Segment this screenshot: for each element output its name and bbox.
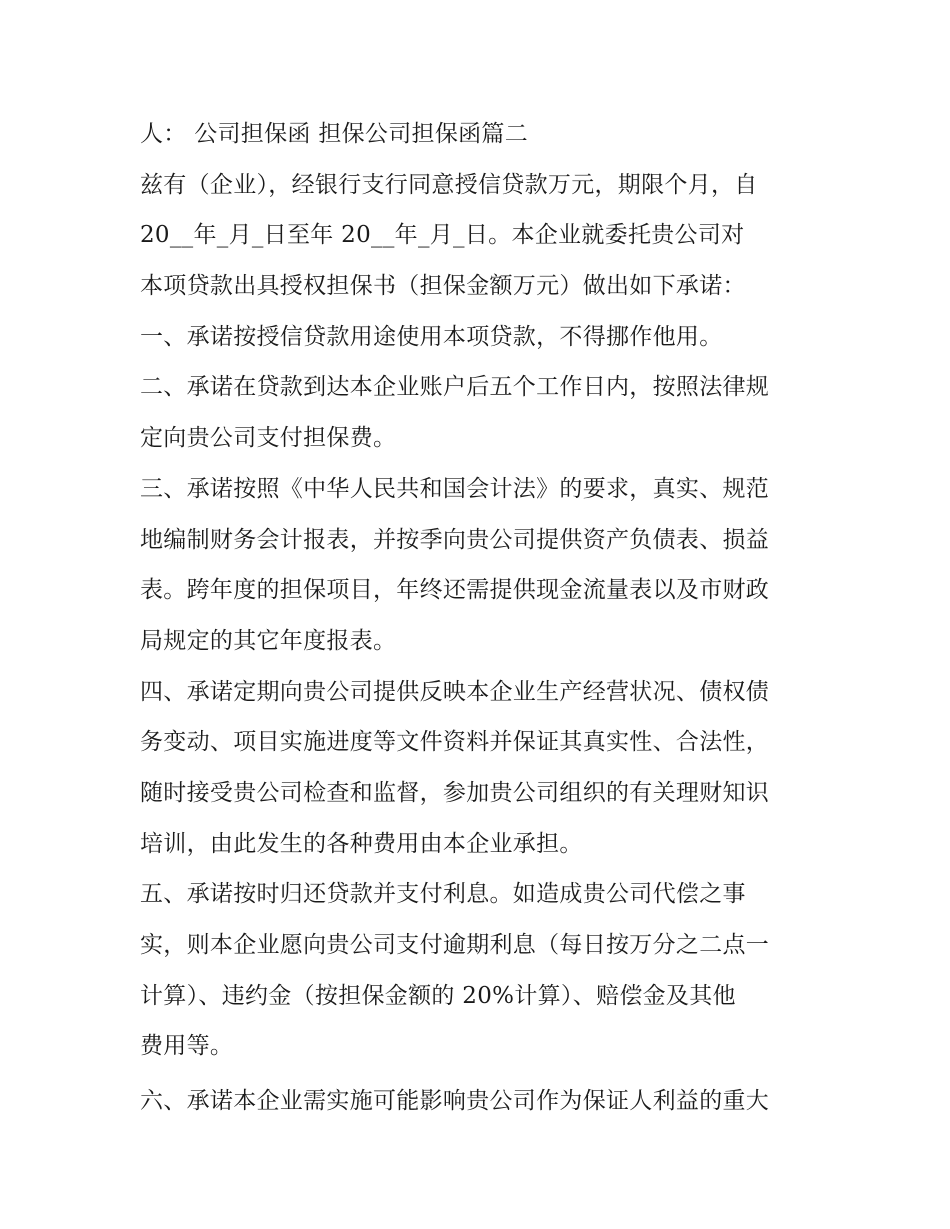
document-line: 一、承诺按授信贷款用途使用本项贷款，不得挪作他用。	[140, 323, 723, 350]
document-line: 局规定的其它年度报表。	[140, 627, 397, 654]
document-line: 务变动、项目实施进度等文件资料并保证其真实性、合法性，	[140, 729, 770, 756]
document-body	[140, 109, 820, 1127]
document-line: 五、承诺按时归还贷款并支付利息。如造成贵公司代偿之事	[140, 881, 746, 908]
document-line: 兹有（企业），经银行支行同意授信贷款万元，期限个月，自	[140, 171, 758, 198]
document-line: 培训，由此发生的各种费用由本企业承担。	[140, 830, 583, 857]
document-line: 费用等。	[140, 1033, 234, 1060]
document-line: 定向贵公司支付担保费。	[140, 425, 397, 452]
document-line: 表。跨年度的担保项目，年终还需提供现金流量表以及市财政	[140, 577, 770, 604]
document-line: 三、承诺按照《中华人民共和国会计法》的要求，真实、规范	[140, 475, 770, 502]
document-line: 实，则本企业愿向贵公司支付逾期利息（每日按万分之二点一	[140, 932, 770, 958]
document-line: 随时接受贵公司检查和监督，参加贵公司组织的有关理财知识	[140, 779, 770, 806]
document-line: 20__年_月_日至年 20__年_月_日。本企业就委托贵公司对	[140, 222, 745, 249]
document-line: 四、承诺定期向贵公司提供反映本企业生产经营状况、债权债	[140, 678, 770, 705]
document-line-title: 人： 公司担保函 担保公司担保函篇二	[140, 121, 529, 147]
document-line: 二、承诺在贷款到达本企业账户后五个工作日内，按照法律规	[140, 374, 770, 401]
document-line: 六、承诺本企业需实施可能影响贵公司作为保证人利益的重大	[140, 1088, 770, 1115]
document-line: 本项贷款出具授权担保书（担保金额万元）做出如下承诺：	[140, 273, 746, 300]
document-line: 地编制财务会计报表，并按季向贵公司提供资产负债表、损益	[140, 526, 770, 553]
document-line: 计算）、违约金（按担保金额的 20%计算）、赔偿金及其他	[140, 982, 736, 1009]
